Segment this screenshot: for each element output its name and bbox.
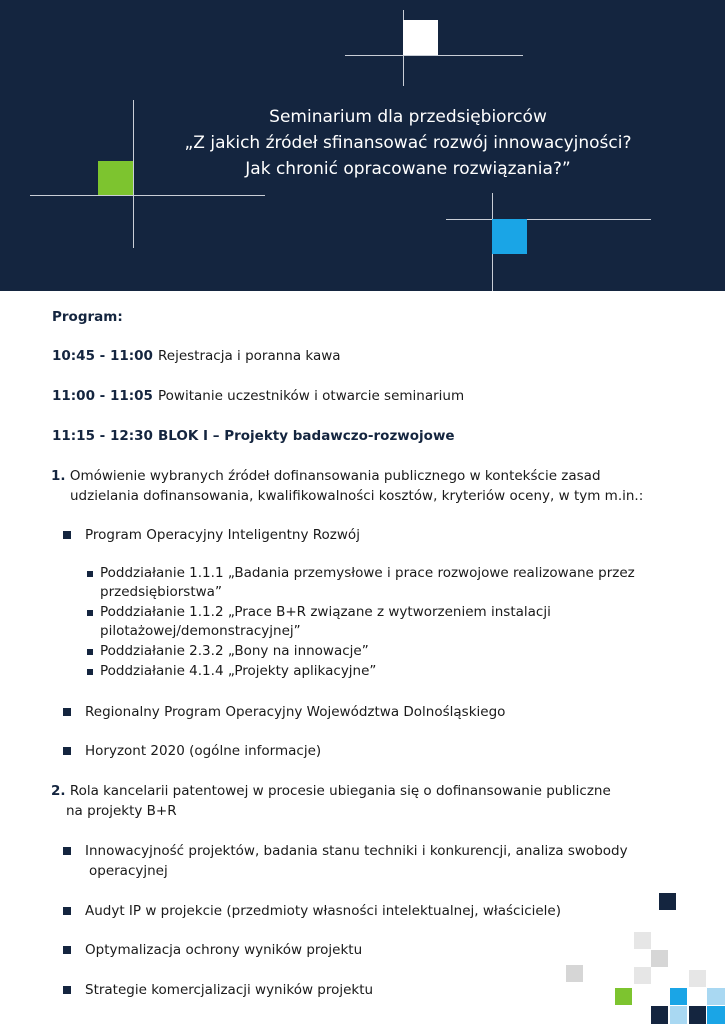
- section-number: 2.: [51, 783, 66, 799]
- section-number: 1.: [51, 468, 66, 484]
- schedule-row: [52, 427, 455, 446]
- decor-gray-square: [651, 950, 668, 967]
- sub-list-item: Poddziałanie 1.1.1 „Badania przemysłowe i prace rozwojowe realizowane przez: [100, 565, 635, 581]
- sub-list-item: Poddziałanie 1.1.2 „Prace B+R związane z wytworzeniem instalacji: [100, 604, 551, 620]
- decor-blue-square: [707, 1006, 725, 1024]
- bullet-square-icon: [63, 847, 71, 855]
- list-item: Audyt IP w projekcie (przedmioty własności intelektualnej, właściciele): [85, 903, 561, 919]
- sub-bullet-square-icon: [87, 649, 93, 655]
- sub-bullet-square-icon: [87, 610, 93, 616]
- schedule-row: [52, 387, 464, 406]
- bullet-square-icon: [63, 531, 71, 539]
- schedule-time: 10:45 - 11:00: [52, 348, 153, 364]
- bullet-square-icon: [63, 907, 71, 915]
- title-line: Seminarium dla przedsiębiorców: [269, 107, 547, 127]
- list-item: Optymalizacja ochrony wyników projektu: [85, 942, 363, 958]
- section-2-intro-cont: na projekty B+R: [66, 803, 177, 819]
- bullet-square-icon: [63, 986, 71, 994]
- list-item: Program Operacyjny Inteligentny Rozwój: [85, 527, 360, 543]
- decor-green-square: [615, 988, 632, 1005]
- bullet-square-icon: [63, 747, 71, 755]
- list-item: Innowacyjność projektów, badania stanu techniki i konkurencji, analiza swobody: [85, 843, 628, 859]
- schedule-text: Powitanie uczestników i otwarcie seminarium: [158, 388, 465, 404]
- decor-light-blue-square: [707, 988, 725, 1005]
- sub-list-item: Poddziałanie 4.1.4 „Projekty aplikacyjne”: [100, 663, 377, 679]
- bullet-square-icon: [63, 946, 71, 954]
- sub-list-item-cont: przedsiębiorstwa”: [100, 584, 222, 600]
- sub-bullet-square-icon: [87, 571, 93, 577]
- sub-bullet-square-icon: [87, 669, 93, 675]
- list-item: Regionalny Program Operacyjny Województwa Dolnośląskiego: [85, 704, 506, 720]
- decor-gray-square: [566, 965, 583, 982]
- decor-light-blue-square: [670, 1006, 687, 1024]
- bullet-square-icon: [63, 708, 71, 716]
- section-text: Omówienie wybranych źródeł dofinansowania publicznego w kontekście zasad: [69, 468, 601, 484]
- schedule-text: Rejestracja i poranna kawa: [158, 348, 341, 364]
- list-item-cont: operacyjnej: [89, 863, 168, 879]
- program-heading: Program:: [52, 309, 123, 325]
- section-text: Rola kancelarii patentowej w procesie ubiegania się o dofinansowanie publiczne: [69, 783, 611, 799]
- decor-navy-square: [659, 893, 676, 910]
- decor-navy-square: [689, 1006, 706, 1024]
- schedule-block-title: BLOK I – Projekty badawczo-rozwojowe: [158, 428, 455, 444]
- list-item: Horyzont 2020 (ogólne informacje): [85, 743, 322, 759]
- title-line: „Z jakich źródeł sfinansować rozwój innowacyjności?: [184, 133, 632, 153]
- sub-list-item-cont: pilotażowej/demonstracyjnej”: [100, 623, 301, 639]
- sub-list-item: Poddziałanie 2.3.2 „Bony na innowacje”: [100, 643, 369, 659]
- schedule-time: 11:15 - 12:30: [52, 428, 153, 444]
- schedule-time: 11:00 - 11:05: [52, 388, 153, 404]
- schedule-row: [52, 347, 341, 366]
- section-2-intro: [51, 782, 611, 801]
- list-item: Strategie komercjalizacji wyników projektu: [85, 982, 374, 998]
- decor-blue-square: [670, 988, 687, 1005]
- decor-navy-square: [651, 1006, 668, 1024]
- decor-gray-square: [634, 932, 651, 949]
- decor-gray-square: [689, 970, 706, 987]
- title-line: Jak chronić opracowane rozwiązania?”: [245, 159, 571, 179]
- decor-gray-square: [634, 967, 651, 984]
- section-1-intro: [51, 467, 601, 486]
- section-1-intro-cont: udzielania dofinansowania, kwalifikowalności kosztów, kryteriów oceny, w tym m.in.:: [70, 488, 644, 504]
